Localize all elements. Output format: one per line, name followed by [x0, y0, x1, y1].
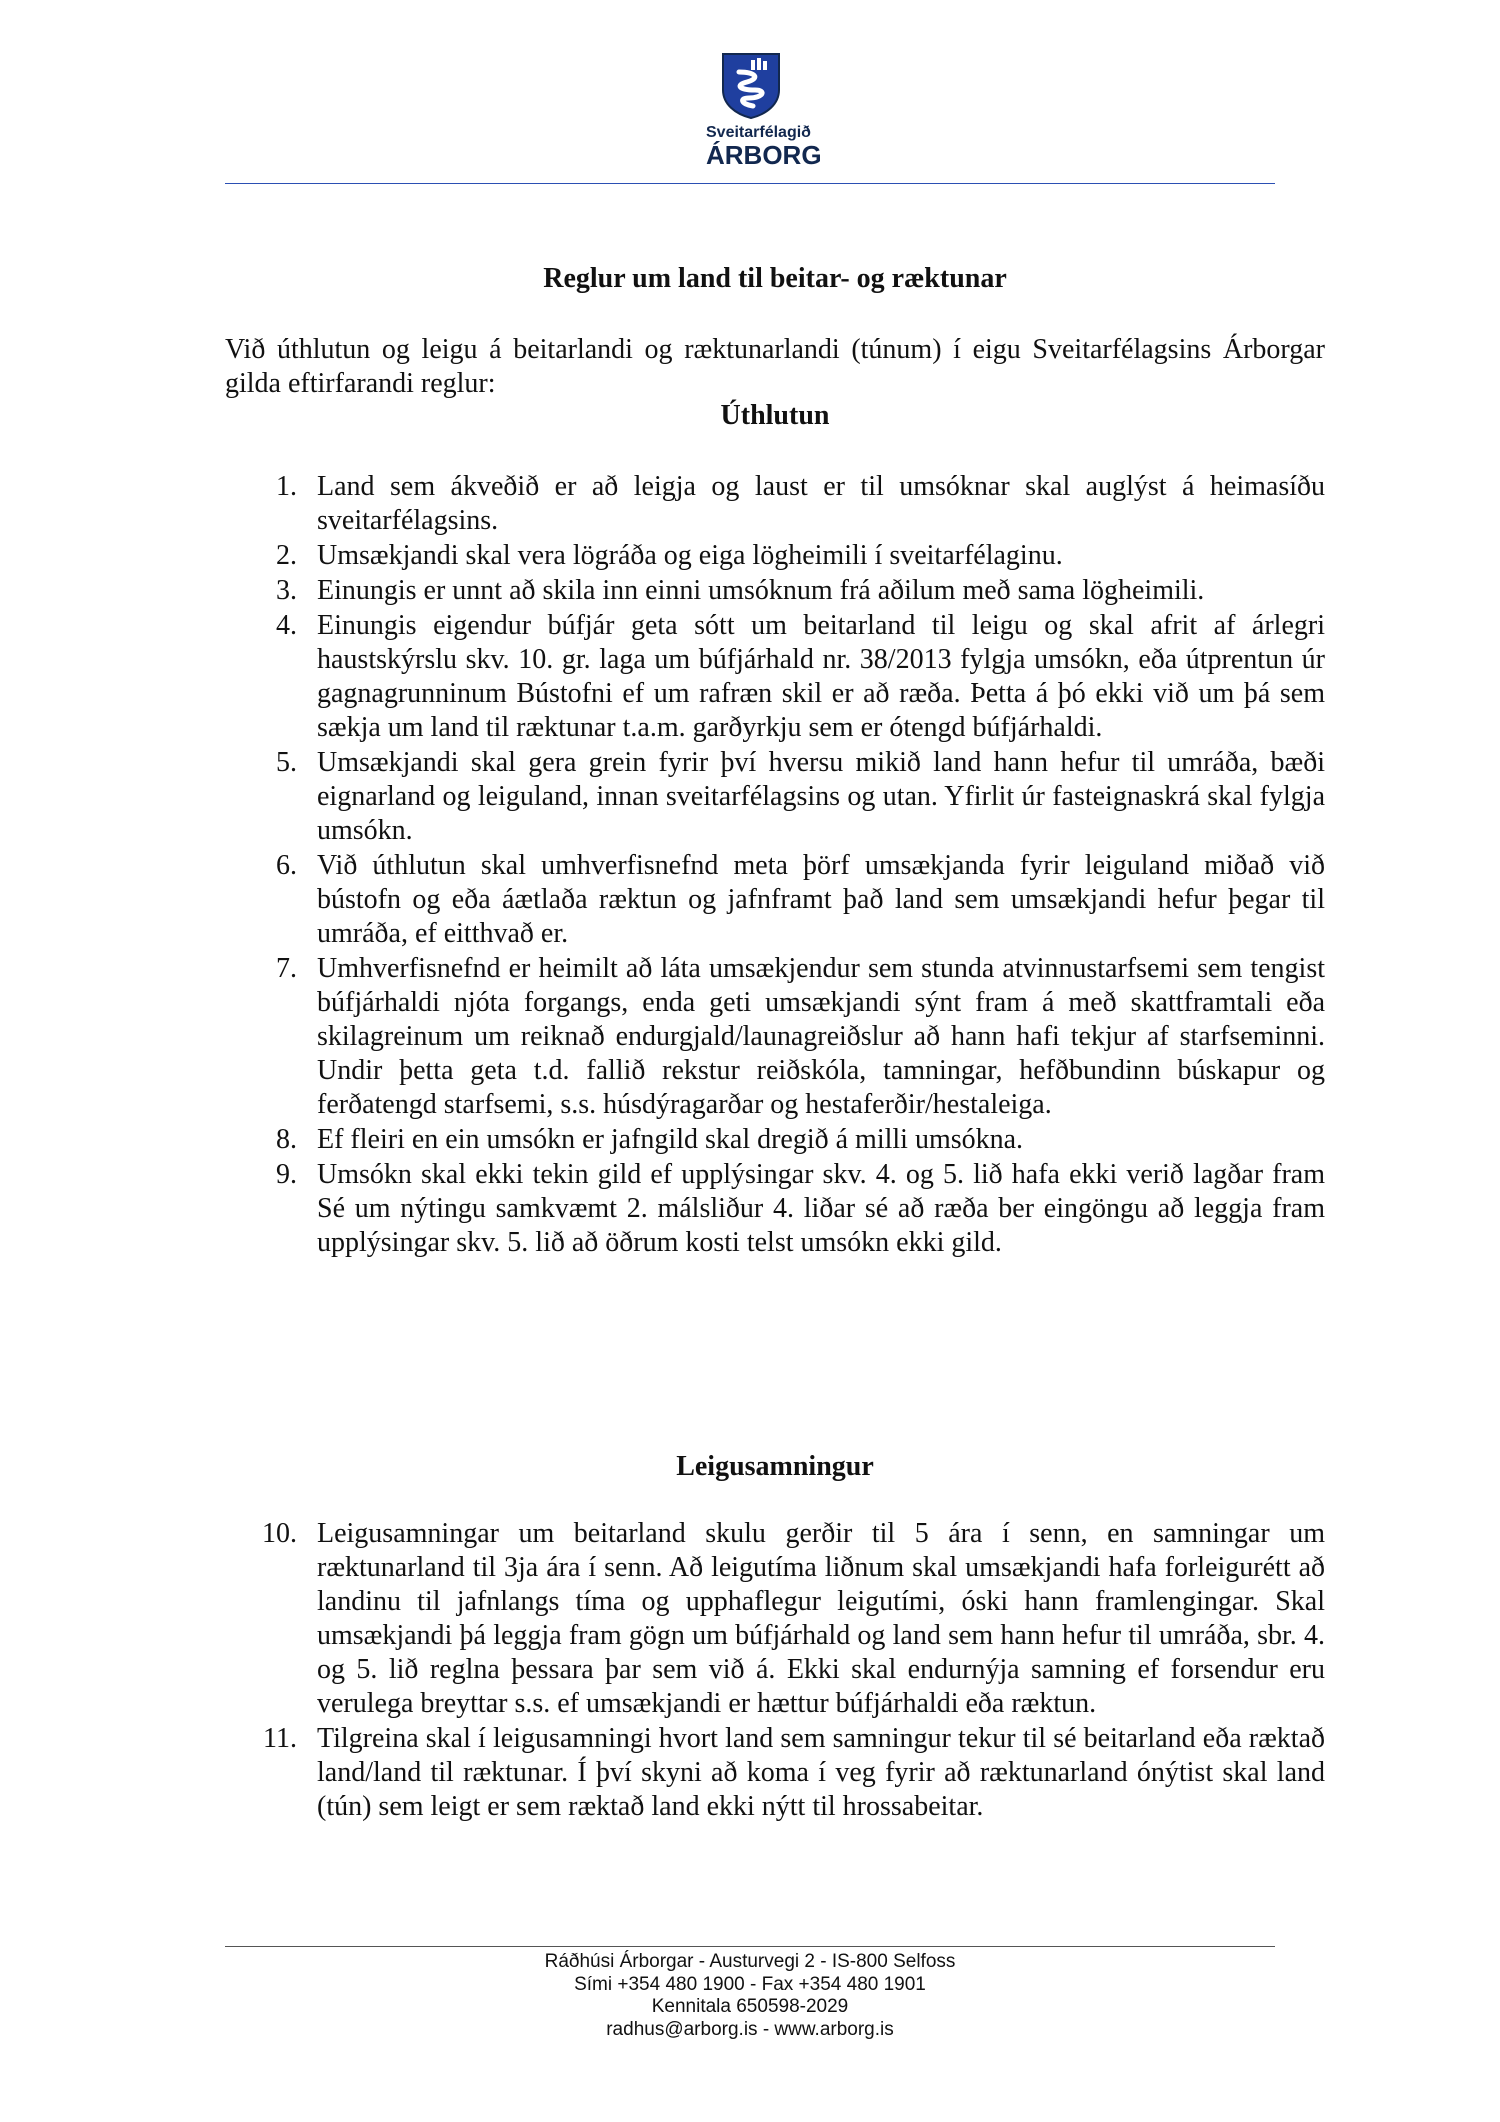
- rule-text: Ef fleiri en ein umsókn er jafngild skal dregið á milli umsókna.: [317, 1124, 1024, 1155]
- rule-text: Umsækjandi skal gera grein fyrir því hversu mikið land hann hefur til umráða, bæði eignarland og leiguland, innan sveitarfélagsins og utan. Yfirlit úr fasteignaskrá skal fylgja umsókn.: [317, 747, 1325, 846]
- rule-text: Leigusamningar um beitarland skulu gerðir til 5 ára í senn, en samningar um ræktunarland til 3ja ára í senn. Að leigutíma liðnum skal umsækjandi hafa forleigurétt að landinu til jafnlangs tíma og upphaflegur leigutími, óski hann framlengingar. Skal umsækjandi þá leggja fram gögn um búfjárhald og land sem hann hefur til umráða, sbr. 4. og 5. lið reglna þessara þar sem við á. Ekki skal endurnýja samning ef forsendur eru verulega breyttar s.s. ef umsækjandi er hættur búfjárhaldi eða ræktun.: [317, 1518, 1325, 1719]
- rule-item: [225, 952, 1325, 1122]
- section-heading-leigusamningur: Leigusamningur: [676, 1451, 874, 1482]
- rule-item: [225, 849, 1325, 951]
- rule-item: [225, 1158, 1325, 1260]
- municipality-logo: [706, 52, 822, 170]
- rule-text: Við úthlutun skal umhverfisnefnd meta þörf umsækjanda fyrir leiguland miðað við bústofn og eða áætlaða ræktun og jafnframt það land sem umsækjandi hefur þegar til umráða, ef eitthvað er.: [317, 850, 1325, 949]
- rule-number: 5.: [276, 747, 297, 778]
- footer-kennitala: Kennitala 650598-2029: [651, 1996, 849, 2017]
- rule-number: 7.: [276, 953, 297, 984]
- rule-number: 8.: [276, 1124, 297, 1155]
- rule-text: Land sem ákveðið er að leigja og laust er til umsóknar skal auglýst á heimasíðu sveitarfélagsins.: [317, 471, 1325, 536]
- rule-text: Umhverfisnefnd er heimilt að láta umsækjendur sem stunda atvinnustarfsemi sem tengist búfjárhaldi njóta forgangs, enda geti umsækjandi sýnt fram á með skattframtali eða skilagreinum um reiknað endurgjald/launagreiðslur að hann hafi tekjur af starfseminni. Undir þetta geta t.d. fallið rekstur reiðskóla, tamningar, hefðbundinn búskapur og ferðatengd starfsemi, s.s. húsdýragarðar og hestaferðir/hestaleiga.: [317, 953, 1325, 1120]
- intro-paragraph: Við úthlutun og leigu á beitarlandi og ræktunarlandi (túnum) í eigu Sveitarfélagsins Árborgar gilda eftirfarandi reglur:: [225, 334, 1325, 399]
- rule-text: Umsækjandi skal vera lögráða og eiga lögheimili í sveitarfélaginu.: [317, 540, 1063, 571]
- rule-text: Umsókn skal ekki tekin gild ef upplýsingar skv. 4. og 5. lið hafa ekki verið lagðar fram Sé um nýtingu samkvæmt 2. málsliður 4. liðar sé að ræða ber eingöngu að leggja fram upplýsingar skv. 5. lið að öðrum kosti telst umsókn ekki gild.: [317, 1159, 1325, 1258]
- rules-list-leigusamningur: [225, 1517, 1325, 1825]
- rule-item: [225, 746, 1325, 848]
- rules-list-uthlutun: [225, 470, 1325, 1261]
- rule-item: [225, 1722, 1325, 1824]
- rule-item: [225, 574, 1325, 608]
- rule-item: [225, 470, 1325, 538]
- rule-item: [225, 609, 1325, 745]
- footer-phone: Sími +354 480 1900 - Fax +354 480 1901: [574, 1973, 926, 1995]
- rule-number: 11.: [263, 1723, 297, 1754]
- document-title: Reglur um land til beitar- og ræktunar: [543, 263, 1007, 294]
- footer-address: Ráðhúsi Árborgar - Austurvegi 2 - IS-800 Selfoss: [544, 1951, 956, 1972]
- rule-number: 3.: [276, 575, 297, 606]
- rule-item: [225, 1517, 1325, 1721]
- rule-text: Einungis eigendur búfjár geta sótt um beitarland til leigu og skal afrit af árlegri haustskýrslu skv. 10. gr. laga um búfjárhald nr. 38/2013 fylgja umsókn, eða útprentun úr gagnagrunninum Bústofni ef um rafræn skil er að ræða. Þetta á þó ekki við um þá sem sækja um land til ræktunar t.a.m. garðyrkju sem er ótengd búfjárhaldi.: [317, 610, 1325, 743]
- logo-subtitle: Sveitarfélagið: [706, 124, 811, 141]
- arborg-shield-icon: [721, 52, 781, 120]
- rule-item: [225, 1123, 1325, 1157]
- rule-number: 4.: [276, 610, 297, 641]
- rule-text: Tilgreina skal í leigusamningi hvort land sem samningur tekur til sé beitarland eða ræktað land/land til ræktunar. Í því skyni að koma í veg fyrir að ræktunarland ónýtist skal land (tún) sem leigt er sem ræktað land ekki nýtt til hrossabeitar.: [317, 1723, 1325, 1822]
- footer-divider: [225, 1946, 1275, 1947]
- rule-number: 9.: [276, 1159, 297, 1190]
- rule-text: Einungis er unnt að skila inn einni umsóknum frá aðilum með sama lögheimili.: [317, 575, 1205, 606]
- logo-wordmark: ÁRBORG: [706, 140, 822, 170]
- rule-item: [225, 539, 1325, 573]
- footer-contact: radhus@arborg.is - www.arborg.is: [606, 2018, 894, 2040]
- rule-number: 2.: [276, 540, 297, 571]
- rule-number: 1.: [276, 471, 297, 502]
- rule-number: 10.: [262, 1518, 297, 1549]
- header-divider: [225, 183, 1275, 184]
- rule-number: 6.: [276, 850, 297, 881]
- page-footer: [225, 1951, 1275, 2041]
- section-heading-uthlutun: Úthlutun: [720, 400, 830, 431]
